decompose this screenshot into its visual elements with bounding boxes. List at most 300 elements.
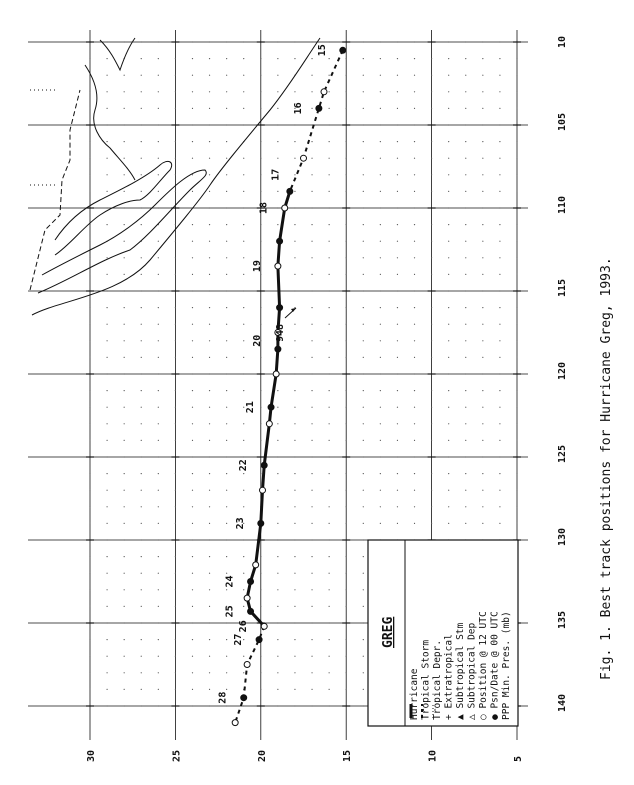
grid-dot — [448, 158, 449, 159]
grid-dot — [158, 357, 159, 358]
grid-dot — [448, 423, 449, 424]
grid-dot — [482, 490, 483, 491]
grid-dot — [294, 340, 295, 341]
grid-dot — [226, 523, 227, 524]
grid-dot — [311, 158, 312, 159]
grid-dot — [363, 108, 364, 109]
grid-dot — [158, 58, 159, 59]
grid-dot — [243, 357, 244, 358]
grid-dot — [192, 473, 193, 474]
grid-dot — [346, 324, 347, 325]
date-label: 24 — [224, 575, 236, 588]
position-00utc — [277, 305, 283, 311]
grid-dot — [294, 423, 295, 424]
grid-dot — [363, 58, 364, 59]
grid-dot — [363, 91, 364, 92]
grid-dot — [260, 473, 261, 474]
grid-dot — [346, 390, 347, 391]
grid-dot — [124, 141, 125, 142]
grid-dot — [192, 373, 193, 374]
grid-dot — [106, 672, 107, 673]
grid-dot — [141, 672, 142, 673]
grid-dot — [380, 41, 381, 42]
grid-dot — [124, 423, 125, 424]
grid-dot — [243, 556, 244, 557]
grid-dot — [482, 75, 483, 76]
grid-dot — [311, 423, 312, 424]
grid-dot — [175, 58, 176, 59]
grid-dot — [106, 589, 107, 590]
grid-dot — [294, 539, 295, 540]
grid-dot — [226, 556, 227, 557]
grid-dot — [294, 91, 295, 92]
position-00utc — [258, 520, 264, 526]
grid-dot — [209, 357, 210, 358]
figure-caption: Fig. 1. Best track positions for Hurricane Greg, 1993. — [599, 257, 614, 680]
grid-dot — [209, 124, 210, 125]
grid-dot — [329, 307, 330, 308]
grid-dot — [141, 174, 142, 175]
grid-dot — [158, 340, 159, 341]
longitude-label: 120 — [557, 361, 568, 380]
grid-dot — [226, 622, 227, 623]
grid-dot — [226, 108, 227, 109]
grid-dot — [516, 257, 517, 258]
grid-dot — [106, 705, 107, 706]
grid-dot — [260, 141, 261, 142]
grid-dot — [260, 324, 261, 325]
grid-dot — [89, 656, 90, 657]
grid-dot — [482, 407, 483, 408]
grid-dot — [243, 705, 244, 706]
grid-dot — [209, 523, 210, 524]
grid-dot — [192, 357, 193, 358]
grid-dot — [346, 158, 347, 159]
grid-dot — [499, 141, 500, 142]
grid-dot — [329, 207, 330, 208]
grid-dot — [277, 108, 278, 109]
grid-dot — [294, 357, 295, 358]
grid-dot — [448, 91, 449, 92]
grid-dot — [311, 573, 312, 574]
grid-dot — [175, 689, 176, 690]
grid-dot — [431, 324, 432, 325]
grid-dot — [89, 357, 90, 358]
grid-dot — [499, 357, 500, 358]
grid-dot — [516, 324, 517, 325]
grid-dot — [209, 705, 210, 706]
coastline-far-north — [100, 38, 135, 70]
grid-dot — [106, 307, 107, 308]
grid-dot — [465, 108, 466, 109]
grid-dot — [124, 124, 125, 125]
grid-dot — [482, 423, 483, 424]
grid-dot — [414, 390, 415, 391]
grid-dot — [414, 274, 415, 275]
position-12utc — [244, 662, 250, 668]
grid-dot — [124, 340, 125, 341]
grid-dot — [106, 390, 107, 391]
grid-dot — [346, 108, 347, 109]
grid-dot — [226, 357, 227, 358]
grid-dot — [499, 124, 500, 125]
longitude-label: 115 — [557, 278, 568, 297]
grid-dot — [329, 573, 330, 574]
longitude-label: 140 — [557, 693, 568, 712]
grid-dot — [482, 340, 483, 341]
grid-dot — [346, 241, 347, 242]
grid-dot — [192, 456, 193, 457]
grid-dot — [346, 423, 347, 424]
grid-dot — [260, 75, 261, 76]
grid-dot — [209, 307, 210, 308]
grid-dot — [294, 656, 295, 657]
grid-dot — [380, 407, 381, 408]
grid-dot — [363, 523, 364, 524]
grid-dot — [414, 191, 415, 192]
grid-dot — [243, 274, 244, 275]
grid-dot — [397, 141, 398, 142]
grid-dot — [397, 490, 398, 491]
grid-dot — [397, 158, 398, 159]
grid-dot — [158, 506, 159, 507]
grid-dot — [329, 191, 330, 192]
grid-dot — [397, 41, 398, 42]
grid-dot — [277, 639, 278, 640]
grid-dot — [243, 41, 244, 42]
grid-dot — [329, 274, 330, 275]
grid-dot — [209, 440, 210, 441]
grid-dot — [192, 556, 193, 557]
grid-dot — [294, 689, 295, 690]
grid-dot — [431, 523, 432, 524]
grid-dot — [311, 490, 312, 491]
latitude-label: 15 — [342, 749, 354, 762]
grid-dot — [106, 191, 107, 192]
grid-dot — [363, 390, 364, 391]
grid-dot — [482, 241, 483, 242]
grid-dot — [448, 506, 449, 507]
grid-dot — [516, 174, 517, 175]
grid-dot — [414, 174, 415, 175]
grid-dot — [482, 91, 483, 92]
grid-dot — [192, 340, 193, 341]
grid-dot — [414, 373, 415, 374]
grid-dot — [243, 589, 244, 590]
grid-dot — [124, 174, 125, 175]
grid-dot — [141, 207, 142, 208]
grid-dot — [158, 589, 159, 590]
grid-dot — [192, 523, 193, 524]
grid-dot — [124, 373, 125, 374]
grid-dot — [209, 656, 210, 657]
grid-dot — [192, 241, 193, 242]
grid-dot — [141, 423, 142, 424]
grid-dot — [226, 207, 227, 208]
longitude-label: 125 — [557, 444, 568, 463]
grid-dot — [158, 41, 159, 42]
grid-dot — [141, 158, 142, 159]
grid-dot — [243, 307, 244, 308]
legend-item: △ Subtropical Dep — [466, 622, 478, 720]
grid-dot — [448, 490, 449, 491]
grid-dot — [226, 407, 227, 408]
grid-dot — [89, 91, 90, 92]
grid-dot — [499, 440, 500, 441]
grid-dot — [448, 456, 449, 457]
grid-dot — [482, 290, 483, 291]
date-label: 21 — [245, 401, 257, 414]
grid-dot — [414, 41, 415, 42]
grid-dot — [243, 75, 244, 76]
grid-dot — [158, 174, 159, 175]
grid-dot — [158, 672, 159, 673]
grid-dot — [209, 75, 210, 76]
grid-dot — [499, 274, 500, 275]
grid-dot — [414, 407, 415, 408]
grid-dot — [397, 407, 398, 408]
latitude-label: 30 — [86, 749, 97, 762]
grid-dot — [226, 672, 227, 673]
grid-dot — [141, 639, 142, 640]
grid-dot — [329, 473, 330, 474]
grid-dot — [192, 656, 193, 657]
grid-dot — [277, 158, 278, 159]
grid-dot — [158, 473, 159, 474]
grid-dot — [482, 207, 483, 208]
grid-dot — [294, 506, 295, 507]
grid-dot — [89, 58, 90, 59]
grid-dot — [260, 91, 261, 92]
grid-dot — [192, 257, 193, 258]
grid-dot — [243, 324, 244, 325]
grid-dot — [192, 75, 193, 76]
longitude-label: 130 — [557, 527, 568, 546]
grid-dot — [209, 324, 210, 325]
grid-dot — [141, 506, 142, 507]
grid-dot — [226, 390, 227, 391]
grid-dot — [448, 274, 449, 275]
storm-track — [232, 47, 346, 725]
grid-dot — [448, 373, 449, 374]
grid-dot — [175, 174, 176, 175]
grid-dot — [499, 456, 500, 457]
grid-dot — [397, 456, 398, 457]
grid-dot — [175, 423, 176, 424]
grid-dot — [346, 75, 347, 76]
grid-dot — [209, 108, 210, 109]
grid-dot — [363, 656, 364, 657]
grid-dot — [226, 589, 227, 590]
grid-dot — [465, 423, 466, 424]
grid-dot — [158, 158, 159, 159]
grid-dot — [89, 606, 90, 607]
grid-dot — [311, 174, 312, 175]
longitude-label: 110 — [557, 195, 568, 214]
grid-dot — [124, 307, 125, 308]
grid-dot — [175, 324, 176, 325]
grid-dot — [482, 324, 483, 325]
grid-dot — [363, 158, 364, 159]
grid-dot — [277, 207, 278, 208]
grid-dot — [380, 241, 381, 242]
grid-dot — [311, 58, 312, 59]
grid-dot — [124, 241, 125, 242]
grid-dot — [243, 490, 244, 491]
grid-dot — [311, 340, 312, 341]
grid-dot — [414, 224, 415, 225]
grid-dot — [277, 41, 278, 42]
position-12utc — [253, 562, 259, 568]
grid-dot — [363, 174, 364, 175]
grid-dot — [226, 191, 227, 192]
grid-dot — [277, 656, 278, 657]
grid-dot — [124, 539, 125, 540]
legend — [368, 540, 518, 726]
grid-dot — [329, 75, 330, 76]
grid-dot — [175, 340, 176, 341]
grid-dot — [329, 672, 330, 673]
grid-dot — [192, 490, 193, 491]
grid-dot — [397, 357, 398, 358]
grid-dot — [209, 91, 210, 92]
grid-dot — [226, 290, 227, 291]
grid-dot — [380, 191, 381, 192]
grid-dot — [516, 307, 517, 308]
grid-dot — [124, 689, 125, 690]
grid-dot — [431, 440, 432, 441]
grid-dot — [465, 340, 466, 341]
grid-dot — [363, 224, 364, 225]
grid-dot — [124, 506, 125, 507]
grid-dot — [499, 257, 500, 258]
grid-dot — [448, 124, 449, 125]
grid-dot — [89, 141, 90, 142]
grid-dot — [294, 705, 295, 706]
grid-dot — [192, 539, 193, 540]
grid-dot — [192, 224, 193, 225]
legend-storm-name: GREG — [381, 616, 396, 648]
grid-dot — [175, 241, 176, 242]
grid-dot — [89, 340, 90, 341]
grid-dot — [89, 523, 90, 524]
grid-dot — [158, 606, 159, 607]
grid-dot — [277, 473, 278, 474]
grid-dot — [499, 423, 500, 424]
grid-dot — [124, 705, 125, 706]
grid-dot — [106, 58, 107, 59]
grid-dot — [192, 307, 193, 308]
grid-dot — [243, 606, 244, 607]
grid-dot — [397, 257, 398, 258]
grid-dot — [431, 108, 432, 109]
grid-dot — [414, 75, 415, 76]
grid-dot — [243, 158, 244, 159]
grid-dot — [294, 191, 295, 192]
grid-dot — [499, 390, 500, 391]
grid-dot — [448, 390, 449, 391]
grid-dot — [329, 506, 330, 507]
grid-dot — [465, 456, 466, 457]
grid-dot — [158, 274, 159, 275]
grid-dot — [106, 324, 107, 325]
grid-dot — [465, 174, 466, 175]
grid-dot — [158, 324, 159, 325]
grid-dot — [106, 91, 107, 92]
grid-dot — [448, 340, 449, 341]
grid-dot — [482, 473, 483, 474]
grid-dot — [346, 440, 347, 441]
grid-dot — [465, 490, 466, 491]
grid-dot — [89, 689, 90, 690]
grid-dot — [175, 556, 176, 557]
grid-dot — [124, 490, 125, 491]
grid-dot — [294, 573, 295, 574]
grid-dot — [106, 639, 107, 640]
grid-dot — [414, 523, 415, 524]
grid-dot — [380, 257, 381, 258]
grid-dot — [89, 158, 90, 159]
grid-dot — [499, 407, 500, 408]
grid-dot — [499, 324, 500, 325]
grid-dot — [465, 357, 466, 358]
grid-dot — [482, 257, 483, 258]
grid-dot — [346, 573, 347, 574]
grid-dot — [89, 672, 90, 673]
grid-dot — [260, 357, 261, 358]
grid-dot — [243, 174, 244, 175]
grid-dot — [380, 324, 381, 325]
grid-dot — [414, 490, 415, 491]
grid-dot — [448, 407, 449, 408]
grid-dot — [397, 506, 398, 507]
grid-dot — [516, 506, 517, 507]
grid-dot — [329, 705, 330, 706]
grid-dot — [158, 622, 159, 623]
legend-item: ○ Position @ 12 UTC — [478, 611, 489, 720]
grid-dot — [243, 241, 244, 242]
grid-dot — [346, 58, 347, 59]
grid-dot — [226, 539, 227, 540]
grid-dot — [346, 473, 347, 474]
grid-dot — [260, 257, 261, 258]
grid-dot — [294, 456, 295, 457]
date-label: 28 — [217, 691, 229, 704]
grid-dot — [329, 158, 330, 159]
grid-dot — [243, 224, 244, 225]
date-label: 15 — [316, 44, 328, 57]
grid-dot — [106, 75, 107, 76]
grid-dot — [209, 207, 210, 208]
grid-dot — [311, 141, 312, 142]
grid-dot — [226, 307, 227, 308]
grid-dot — [346, 91, 347, 92]
grid-dot — [346, 656, 347, 657]
grid-dot — [499, 41, 500, 42]
grid-dot — [260, 606, 261, 607]
grid-dot — [311, 506, 312, 507]
grid-dot — [414, 357, 415, 358]
grid-dot — [329, 456, 330, 457]
grid-dot — [243, 290, 244, 291]
grid-dot — [380, 373, 381, 374]
grid-dot — [158, 257, 159, 258]
grid-dot — [397, 324, 398, 325]
grid-dot — [260, 589, 261, 590]
grid-dot — [346, 174, 347, 175]
grid-dot — [431, 274, 432, 275]
grid-dot — [175, 639, 176, 640]
